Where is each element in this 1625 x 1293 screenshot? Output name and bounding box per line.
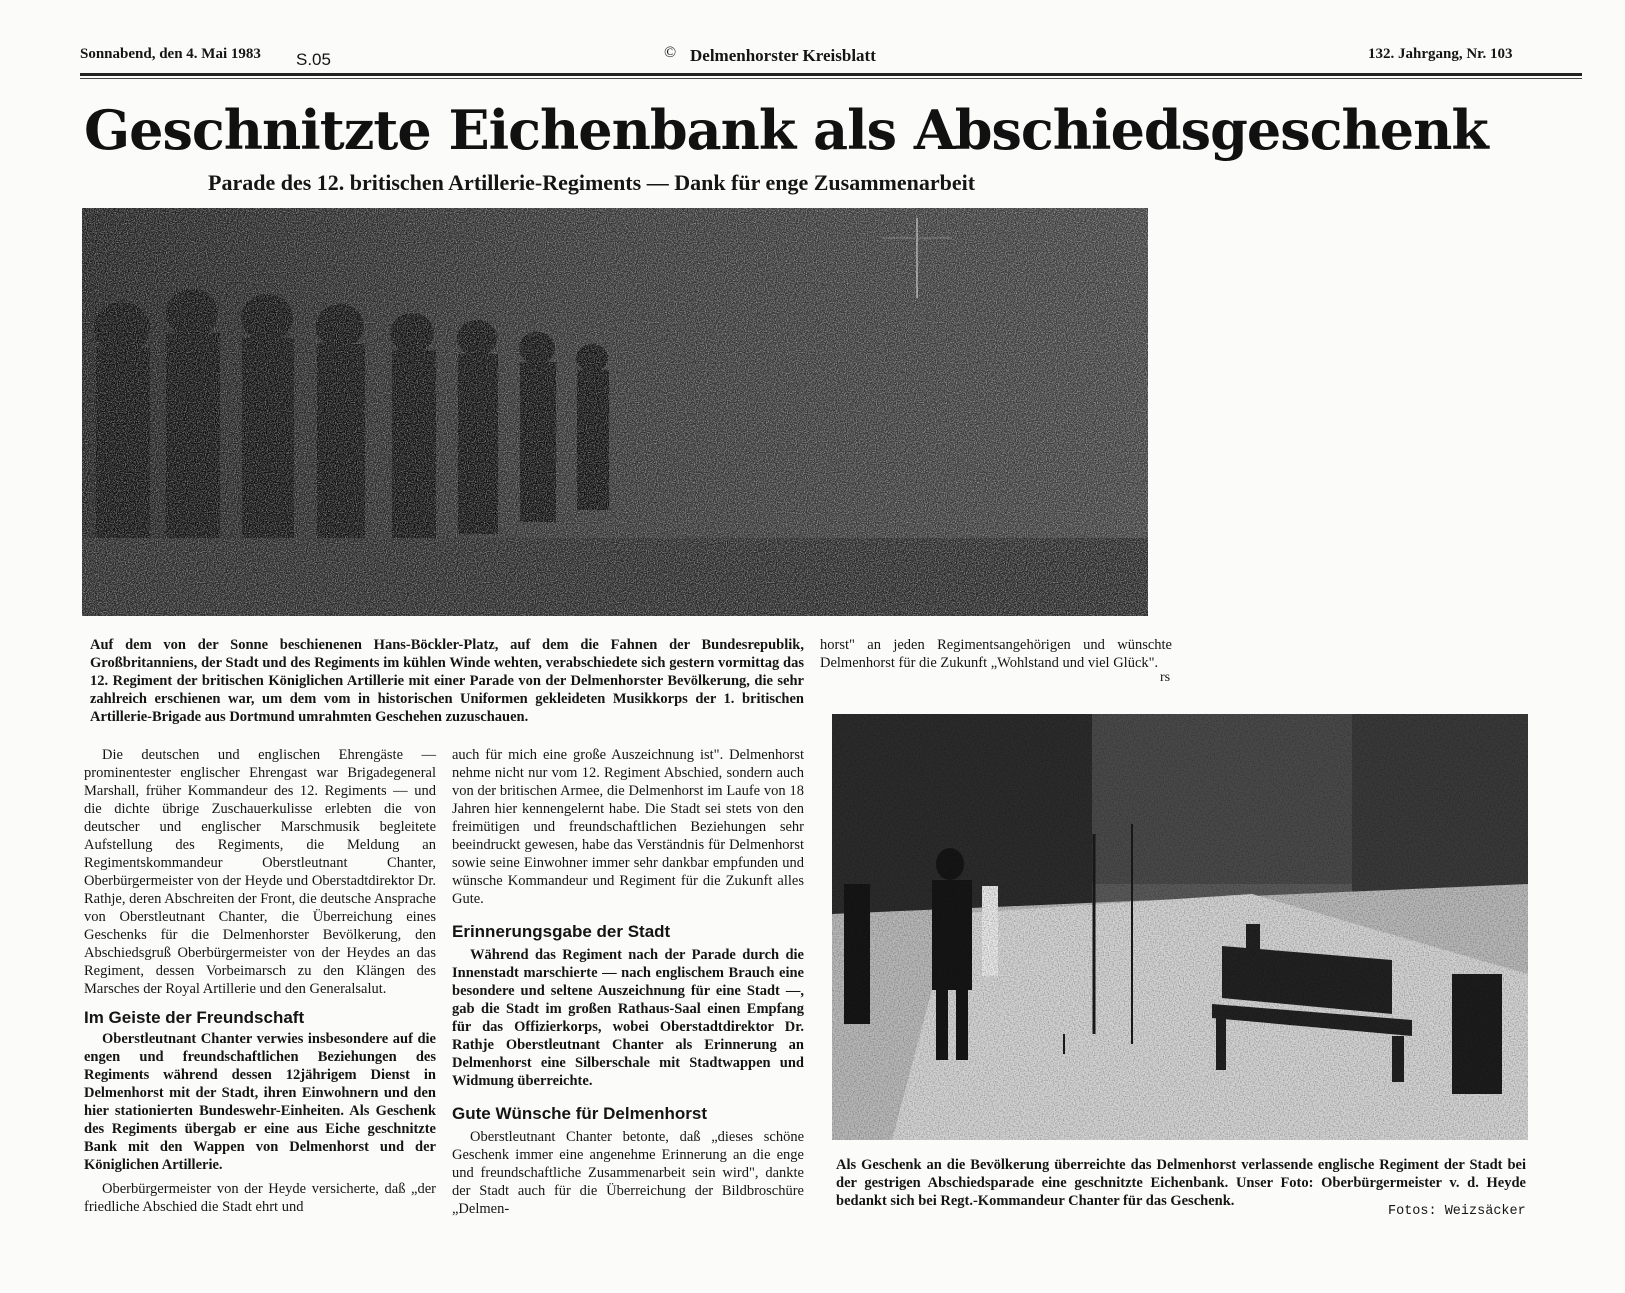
newspaper-name: Delmenhorster Kreisblatt [690,46,876,65]
section-heading-1: Im Geiste der Freundschaft [84,1008,305,1027]
parade-photo-image [82,208,1148,616]
masthead-rule [80,73,1582,76]
col2-paragraph-1: auch für mich eine große Auszeichnung ist". Delmenhorst nehme nicht nur vom 12. Regiment Abschied, sondern auch von der britischen Armee, die Delmenhorst im Laufe von 18 Jahren hier kennengelernt habe. Die Stadt sei stets von den freimütigen und freundschaftlichen Beziehungen sehr beeindruckt gewesen, habe das Verständnis für Delmenhorst sowie seine Einwohner immer sehr dankbar empfunden und wünsche Kommandeur und Regiment für die Zukunft alles Gute. [452,747,804,907]
page-number: S.05 [296,50,331,69]
issue-number: 132. Jahrgang, Nr. 103 [1368,46,1513,62]
col2-paragraph-3: Oberstleutnant Chanter betonte, daß „dieses schöne Geschenk immer eine angenehme Erinnerung an die enge und freundschaftliche Zusammenarbeit sein wird", dankte der Stadt auch für die Überreichung der Bildbroschüre „Delmen- [452,1129,804,1217]
col3-paragraph-1: horst" an jeden Regimentsangehörigen und wünschte Delmenhorst für die Zukunft „Wohlstand und viel Glück". [820,637,1172,671]
lead-paragraph: Auf dem von der Sonne beschienenen Hans-Böckler-Platz, auf dem die Fahnen der Bundesrepublik, Großbritanniens, der Stadt und des Regiments im kühlen Winde wehten, verabschiedete sich gestern vormittag das 12. Regiment der britischen Königlichen Artillerie mit einer Parade von der Delmenhorster Bevölkerung, die sehr zahlreich erschienen war, um dem vom in historischen Uniformen gekleideten Musikkorps der 1. britischen Artillerie-Brigade aus Dortmund umrahmten Geschehen zuzuschauen. [90,637,804,725]
parade-photo [82,208,1148,616]
col1-paragraph-1: Die deutschen und englischen Ehrengäste — prominentester englischer Ehrengast war Brigadegeneral Marshall, früher Kommandeur des 12. Regiments — und die dichte übrige Zuschauerkulisse erlebten die von deutscher und englischer Marschmusik begleitete Aufstellung des Regiments, die Meldung an Regimentskommandeur Oberstleutnant Chanter, Oberbürgermeister von der Heyde und Oberstadtdirektor Dr. Rathje, deren Abschreiten der Front, die deutsche Ansprache von Oberstleutnant Chanter, die Überreichung eines Geschenks für die Delmenhorster Bevölkerung, den Abschiedsgruß Oberbürgermeister von der Heydes an das Regiment, dessen Vorbeimarsch zu den Klängen des Marsches der Royal Artillerie und den Generalsalut. [84,747,436,997]
section-heading-2: Erinnerungsgabe der Stadt [452,922,671,941]
section-heading-3: Gute Wünsche für Delmenhorst [452,1104,708,1123]
photo-credit: Fotos: Weizsäcker [1388,1204,1526,1219]
column-1 [84,746,436,1216]
col2-paragraph-2: Während das Regiment nach der Parade durch die Innenstadt marschierte — nach englischem Brauch eine besondere und seltene Auszeichnung für eine Stadt —, gab die Stadt im großen Rathaus-Saal einen Empfang für das Offizierkorps, wobei Oberstadtdirektor Dr. Rathje Oberstleutnant Chanter als Erinnerung an Delmenhorst eine Silberschale mit Stadtwappen und Widmung überreichte. [452,947,804,1089]
photo-caption: Als Geschenk an die Bevölkerung überreichte das Delmenhorst verlassende englische Regiment der Stadt bei der gestrigen Abschiedsparade eine geschnitzte Eichenbank. Unser Foto: Oberbürgermeister v. d. Heyde bedankt sich bei Regt.-Kommandeur Chanter für das Geschenk. [836,1157,1526,1209]
issue-date: Sonnabend, den 4. Mai 1983 [80,46,261,62]
headline: Geschnitzte Eichenbank als Abschiedsgeschenk [84,98,1488,162]
copyright-symbol: © [664,44,677,61]
masthead-rule-thin [80,78,1582,79]
column-2 [452,746,804,1218]
subheadline: Parade des 12. britischen Artillerie-Regiments — Dank für enge Zusammenarbeit [208,170,976,195]
author-initials: rs [1160,670,1171,685]
col1-paragraph-2: Oberstleutnant Chanter verwies insbesondere auf die engen und freundschaftlichen Beziehungen des Regiments während dessen 12jährigem Dienst in Delmenhorst mit der Stadt, ihren Einwohnern und den hier stationierten Bundeswehr-Einheiten. Als Geschenk des Regiments übergab er eine aus Eiche geschnitzte Bank mit den Wappen von Delmenhorst und der Königlichen Artillerie. [84,1031,436,1173]
col1-paragraph-3: Oberbürgermeister von der Heyde versicherte, daß „der friedliche Abschied die Stadt ehrt und [84,1181,436,1215]
bench-photo-image [832,714,1528,1140]
bench-photo [832,714,1528,1140]
